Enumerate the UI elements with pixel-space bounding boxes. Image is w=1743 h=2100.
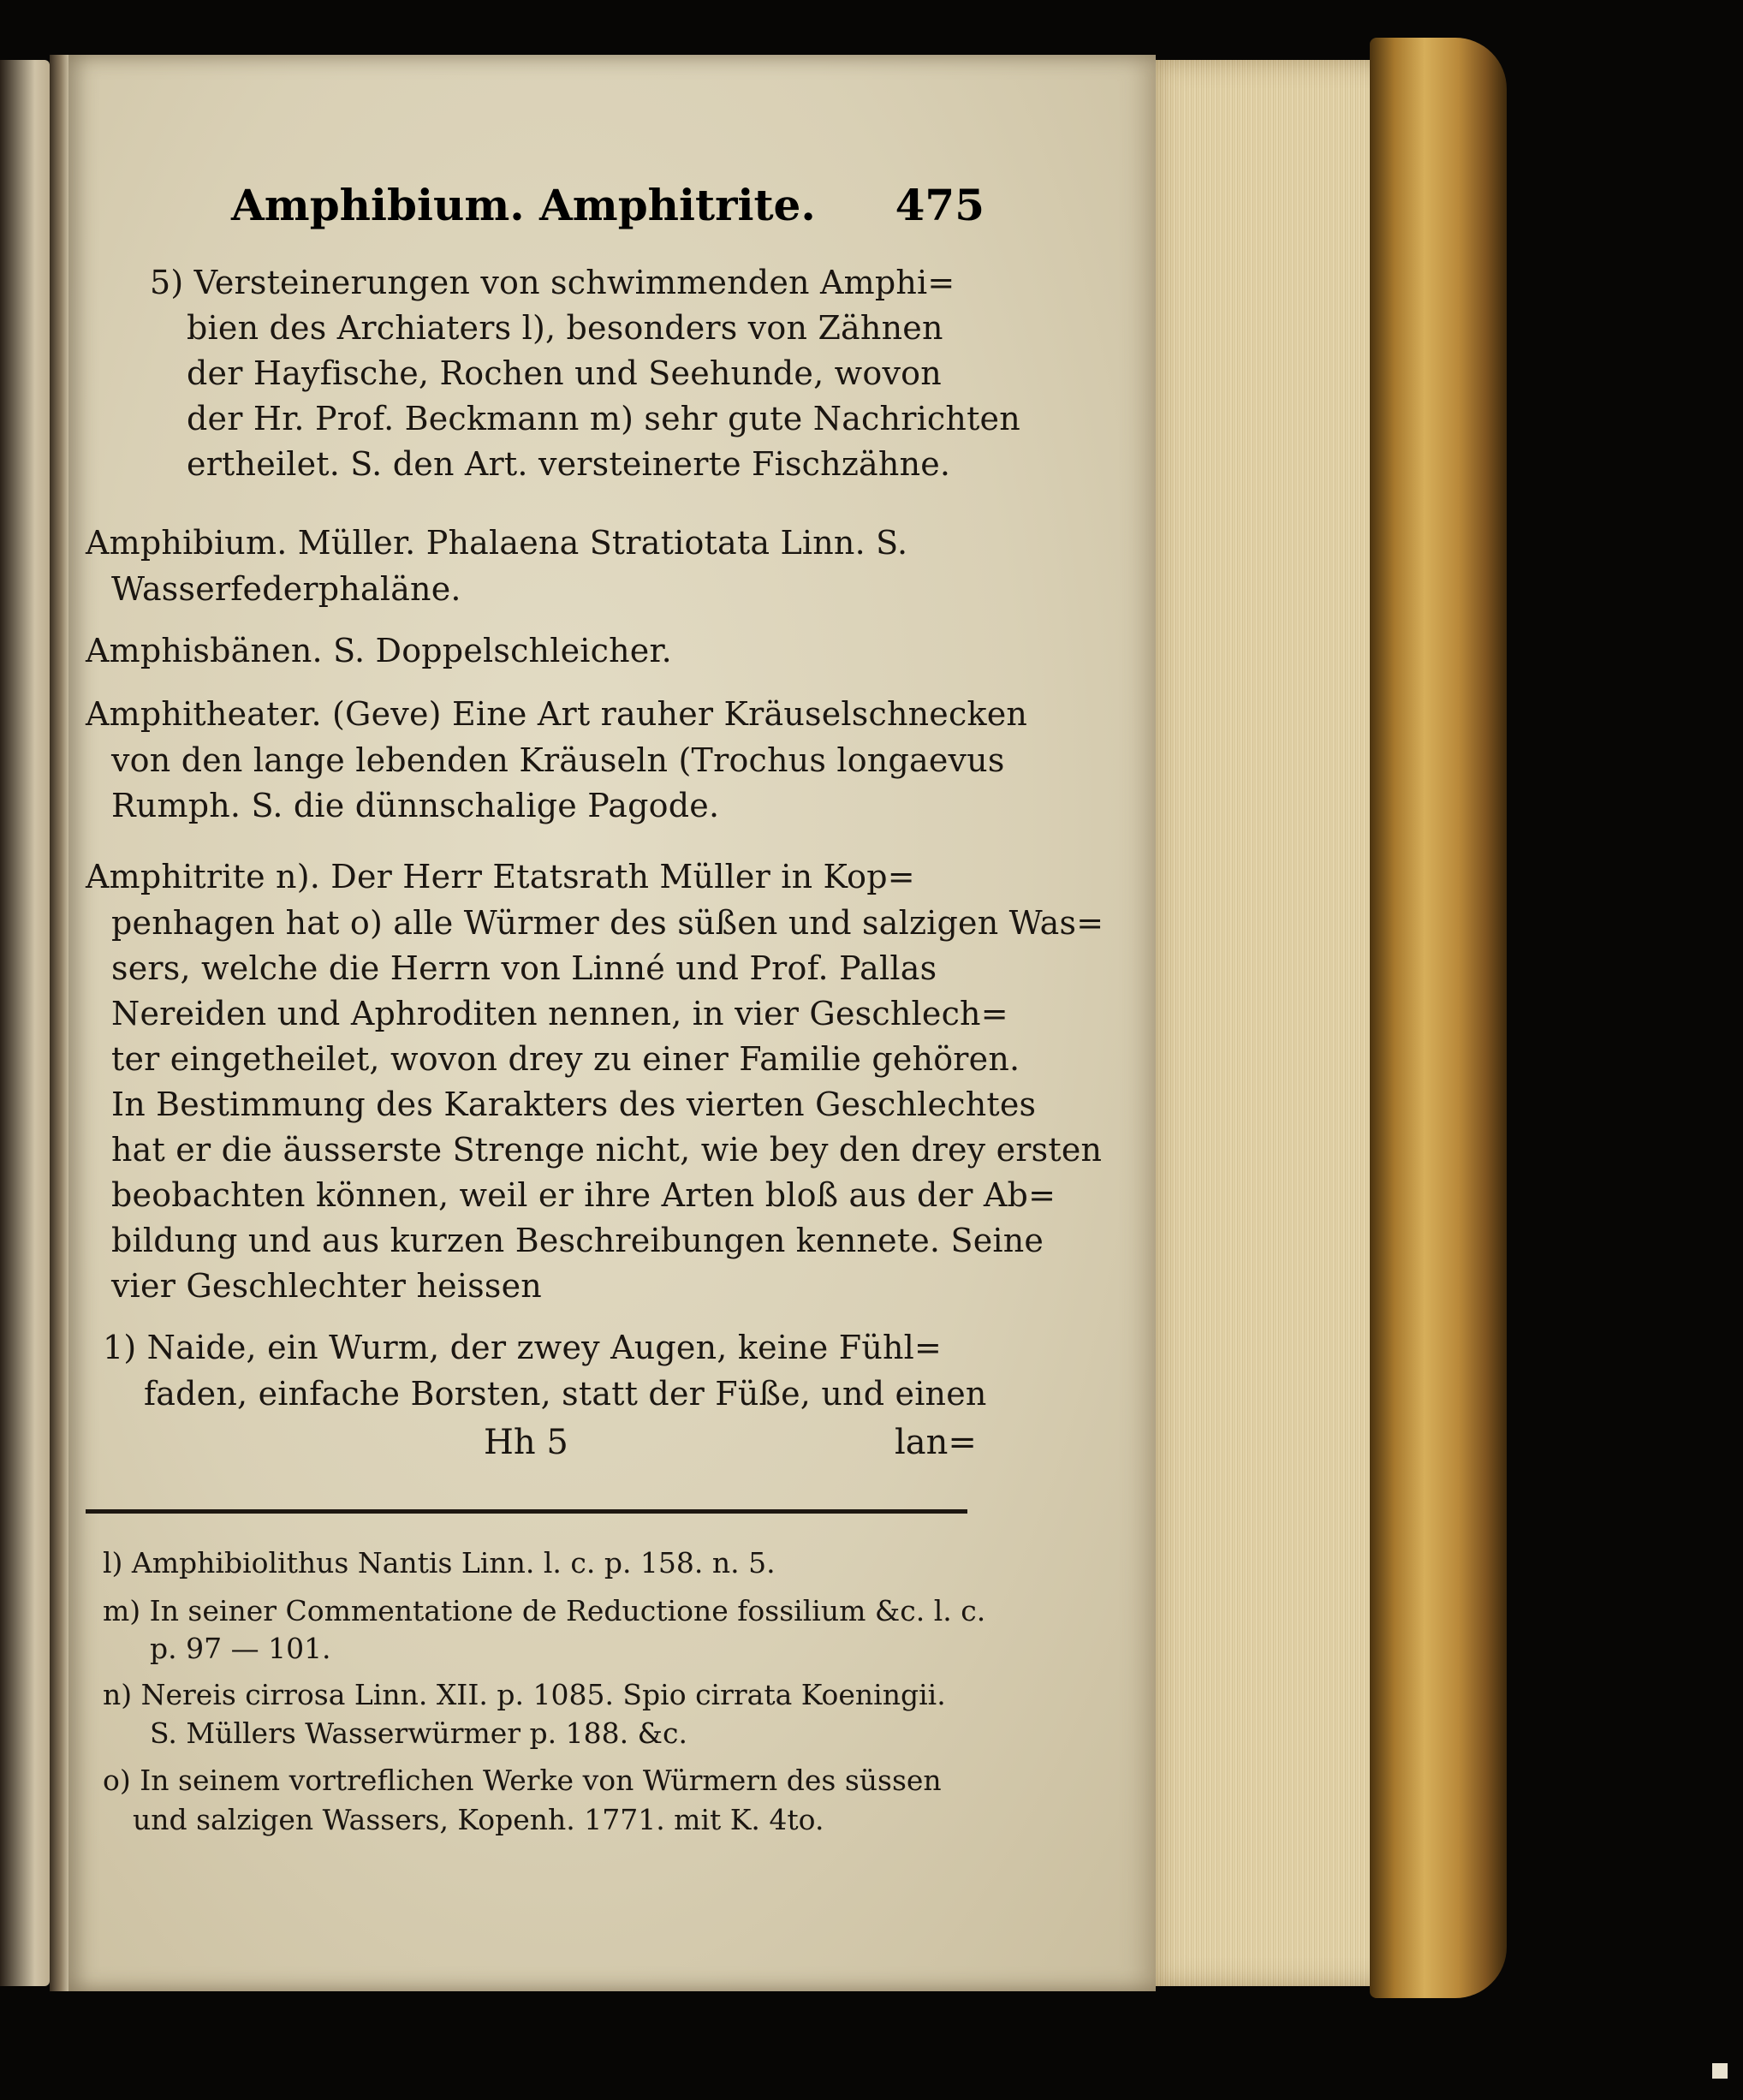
footnote-rule xyxy=(86,1509,967,1514)
footnote: m) In seiner Commentatione de Reductione fossilium &c. l. c. xyxy=(103,1594,986,1627)
text-line: bien des Archiaters l), besonders von Zähnen xyxy=(187,309,943,347)
text-line: vier Geschlechter heissen xyxy=(111,1267,542,1305)
signature-mark: Hh 5 xyxy=(484,1423,568,1462)
text-line: Rumph. S. die dünnschalige Pagode. xyxy=(111,787,720,824)
text-line: sers, welche die Herrn von Linné und Prof. Pallas xyxy=(111,949,937,987)
left-page-edge xyxy=(0,60,50,1986)
text-line: In Bestimmung des Karakters des vierten Geschlechtes xyxy=(111,1086,1037,1123)
footnote: n) Nereis cirrosa Linn. XII. p. 1085. Spio cirrata Koeningii. xyxy=(103,1678,946,1711)
entry-line: Amphitrite n). Der Herr Etatsrath Müller in Kop= xyxy=(86,858,915,895)
text-line: ertheilet. S. den Art. versteinerte Fischzähne. xyxy=(187,445,951,483)
scan-corner-marker xyxy=(1712,2063,1728,2079)
entry-line: Amphibium. Müller. Phalaena Stratiotata Linn. S. xyxy=(86,524,908,562)
text-line: penhagen hat o) alle Würmer des süßen und salzigen Was= xyxy=(111,904,1104,942)
text-line: der Hr. Prof. Beckmann m) sehr gute Nachrichten xyxy=(187,400,1020,437)
text-line: Wasserfederphaläne. xyxy=(111,570,461,608)
header-right-title: Amphitrite. xyxy=(539,180,816,230)
text-line: bildung und aus kurzen Beschreibungen kennete. Seine xyxy=(111,1222,1044,1259)
text-line: 1) Naide, ein Wurm, der zwey Augen, keine Fühl= xyxy=(103,1329,943,1366)
footnote: l) Amphibiolithus Nantis Linn. l. c. p. 158. n. 5. xyxy=(103,1546,776,1579)
text-line: beobachten können, weil er ihre Arten bloß aus der Ab= xyxy=(111,1176,1056,1214)
text-line: faden, einfache Borsten, statt der Füße, und einen xyxy=(144,1375,987,1413)
entry-line: Amphisbänen. S. Doppelschleicher. xyxy=(86,632,672,669)
header-left-title: Amphibium. xyxy=(231,180,525,230)
book-cover-edge xyxy=(1370,38,1507,1998)
text-line: Nereiden und Aphroditen nennen, in vier Geschlech= xyxy=(111,995,1008,1032)
footnote: o) In seinem vortreflichen Werke von Würmern des süssen xyxy=(103,1764,942,1797)
text-line: ter eingetheilet, wovon drey zu einer Familie gehören. xyxy=(111,1040,1020,1078)
text-line: der Hayfische, Rochen und Seehunde, wovon xyxy=(187,354,942,392)
running-header xyxy=(231,180,985,240)
footnote-continued: S. Müllers Wasserwürmer p. 188. &c. xyxy=(150,1716,687,1750)
catchword: lan= xyxy=(895,1423,977,1462)
book-gutter xyxy=(50,55,68,1991)
page-number: 475 xyxy=(895,180,985,230)
text-line: hat er die äusserste Strenge nicht, wie bey den drey ersten xyxy=(111,1131,1103,1169)
footnote-continued: p. 97 — 101. xyxy=(150,1632,331,1665)
footnote-continued: und salzigen Wassers, Kopenh. 1771. mit K. 4to. xyxy=(133,1803,824,1836)
text-line: 5) Versteinerungen von schwimmenden Amphi= xyxy=(150,264,955,301)
entry-line: Amphitheater. (Geve) Eine Art rauher Kräuselschnecken xyxy=(86,695,1028,733)
text-line: von den lange lebenden Kräuseln (Trochus longaevus xyxy=(111,741,1005,779)
